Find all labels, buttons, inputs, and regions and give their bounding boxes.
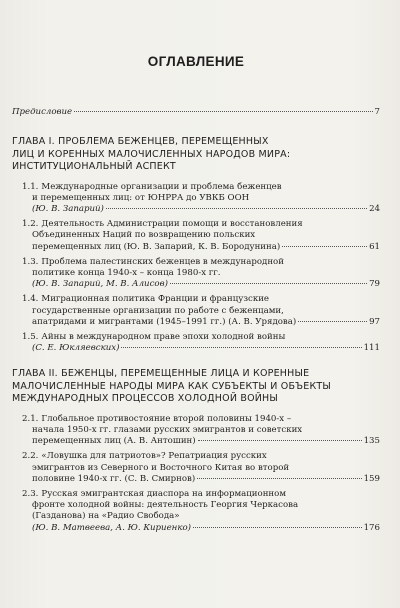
entry-authors: перемещенных лиц (Ю. В. Запарий, К. В. Бородунина) bbox=[32, 241, 281, 252]
toc-entry bbox=[22, 414, 380, 448]
preface-page: 7 bbox=[374, 107, 380, 117]
entry-title: «Ловушка для патриотов»? Репатриация русских bbox=[41, 451, 267, 462]
dot-leader bbox=[106, 208, 367, 209]
toc-entry bbox=[22, 182, 380, 216]
toc-entry bbox=[22, 451, 380, 485]
entry-number: 2.1. bbox=[22, 413, 39, 424]
entry-continuation: фронте холодной войны: деятельность Георгия Черкасова bbox=[32, 500, 299, 511]
entry-number: 1.3. bbox=[22, 256, 39, 267]
entry-authors-line bbox=[22, 343, 380, 354]
entry-first-line bbox=[22, 219, 380, 230]
entry-authors: (Ю. В. Запарий, М. В. Алисов) bbox=[32, 279, 168, 290]
entry-first-line bbox=[22, 257, 380, 268]
entry-page-number: 111 bbox=[363, 343, 380, 354]
entry-title: Айны в международном праве эпохи холодной войны bbox=[41, 331, 286, 342]
entry-authors-line bbox=[22, 523, 380, 534]
dot-leader bbox=[193, 527, 362, 528]
entry-number: 1.1. bbox=[22, 181, 39, 192]
entry-first-line bbox=[22, 182, 380, 193]
entry-page-number: 24 bbox=[369, 203, 380, 214]
entry-authors: апатридами и мигрантами (1945–1991 гг.) (А. В. Урядова) bbox=[32, 316, 297, 327]
entry-page-number: 61 bbox=[369, 241, 380, 252]
entry-first-line bbox=[22, 414, 380, 425]
entry-page-number: 176 bbox=[363, 522, 380, 533]
entry-continuation: и перемещенных лиц: от ЮНРРА до УВКБ ООН bbox=[32, 192, 250, 203]
chapter-heading-line: МАЛОЧИСЛЕННЫЕ НАРОДЫ МИРА КАК СУБЪЕКТЫ И ОБЪЕКТЫ bbox=[12, 380, 331, 392]
entry-number: 2.2. bbox=[22, 451, 39, 462]
entry-first-line bbox=[22, 332, 380, 343]
entry-number: 2.3. bbox=[22, 489, 39, 500]
toc-chapters bbox=[12, 136, 380, 534]
entry-authors-line bbox=[22, 204, 380, 215]
dot-leader bbox=[121, 347, 361, 348]
entry-authors: (Ю. В. Матвеева, А. Ю. Кириенко) bbox=[32, 522, 192, 533]
toc-entry bbox=[22, 294, 380, 328]
entry-title: Глобальное противостояние второй половины 1940-х – bbox=[41, 413, 292, 424]
chapter-heading-line: ГЛАВА II. БЕЖЕНЦЫ, ПЕРЕМЕЩЕННЫЕ ЛИЦА И КОРЕННЫЕ bbox=[12, 368, 310, 380]
entry-page-number: 97 bbox=[369, 316, 380, 327]
entry-number: 1.5. bbox=[22, 331, 39, 342]
toc-preface bbox=[12, 107, 380, 118]
chapter-heading-line: ЛИЦ И КОРЕННЫХ МАЛОЧИСЛЕННЫХ НАРОДОВ МИРА: bbox=[12, 148, 291, 160]
dot-leader bbox=[282, 246, 367, 247]
entry-page-number: 135 bbox=[363, 436, 380, 447]
entry-first-line bbox=[22, 294, 380, 305]
entry-title: Проблема палестинских беженцев в международной bbox=[41, 256, 284, 267]
entry-authors: перемещенных лиц (А. В. Антошин) bbox=[32, 436, 196, 447]
entry-title: Деятельность Администрации помощи и восстановления bbox=[41, 219, 303, 230]
entry-page-number: 79 bbox=[369, 279, 380, 290]
entry-authors-line bbox=[22, 279, 380, 290]
entry-authors: половине 1940-х гг. (С. В. Смирнов) bbox=[32, 473, 196, 484]
dot-leader bbox=[198, 440, 362, 441]
entry-first-line bbox=[22, 489, 380, 500]
dot-leader bbox=[197, 478, 361, 479]
entry-title: Русская эмигрантская диаспора на информационном bbox=[41, 489, 287, 500]
entry-number: 1.2. bbox=[22, 219, 39, 230]
toc-entry bbox=[22, 489, 380, 534]
entry-continuation: начала 1950-х гг. глазами русских эмигрантов и советских bbox=[32, 425, 303, 436]
entry-continuation: государственные организации по работе с беженцами, bbox=[32, 305, 284, 316]
toc-entry bbox=[22, 257, 380, 291]
entry-title: Международные организации и проблема беженцев bbox=[41, 181, 282, 192]
toc-entry bbox=[22, 219, 380, 253]
entry-continuation: Объединенных Наций по возвращению польских bbox=[32, 230, 256, 241]
chapter-heading bbox=[12, 136, 380, 174]
chapter-heading-line: ГЛАВА I. ПРОБЛЕМА БЕЖЕНЦЕВ, ПЕРЕМЕЩЕННЫХ bbox=[12, 136, 269, 147]
chapter-heading bbox=[12, 368, 380, 406]
dot-leader bbox=[170, 283, 367, 284]
entry-number: 1.4. bbox=[22, 294, 39, 305]
entry-authors: (Ю. В. Запарий) bbox=[32, 203, 104, 214]
chapter-heading-line: ИНСТИТУЦИОНАЛЬНЫЙ АСПЕКТ bbox=[12, 161, 176, 172]
toc-entry bbox=[22, 332, 380, 354]
entry-continuation: (Газданова) на «Радио Свобода» bbox=[32, 511, 180, 522]
preface-label: Предисловие bbox=[12, 107, 73, 117]
entry-continuation: эмигрантов из Северного и Восточного Китая во второй bbox=[32, 462, 290, 473]
entry-authors-line bbox=[22, 436, 380, 447]
entry-title: Миграционная политика Франции и французские bbox=[41, 294, 270, 305]
entry-page-number: 159 bbox=[363, 473, 380, 484]
entry-authors-line bbox=[22, 317, 380, 328]
entry-authors-line bbox=[22, 474, 380, 485]
entry-first-line bbox=[22, 451, 380, 462]
entry-continuation: политике конца 1940-х – конца 1980-х гг. bbox=[32, 267, 221, 278]
page-title: ОГЛАВЛЕНИЕ bbox=[147, 54, 245, 69]
chapter-heading-line: МЕЖДУНАРОДНЫХ ПРОЦЕССОВ ХОЛОДНОЙ ВОЙНЫ bbox=[12, 393, 278, 405]
dot-leader bbox=[74, 111, 372, 112]
dot-leader bbox=[298, 321, 367, 322]
entry-authors-line bbox=[22, 242, 380, 253]
entry-authors: (С. Е. Юкляевских) bbox=[32, 343, 120, 354]
